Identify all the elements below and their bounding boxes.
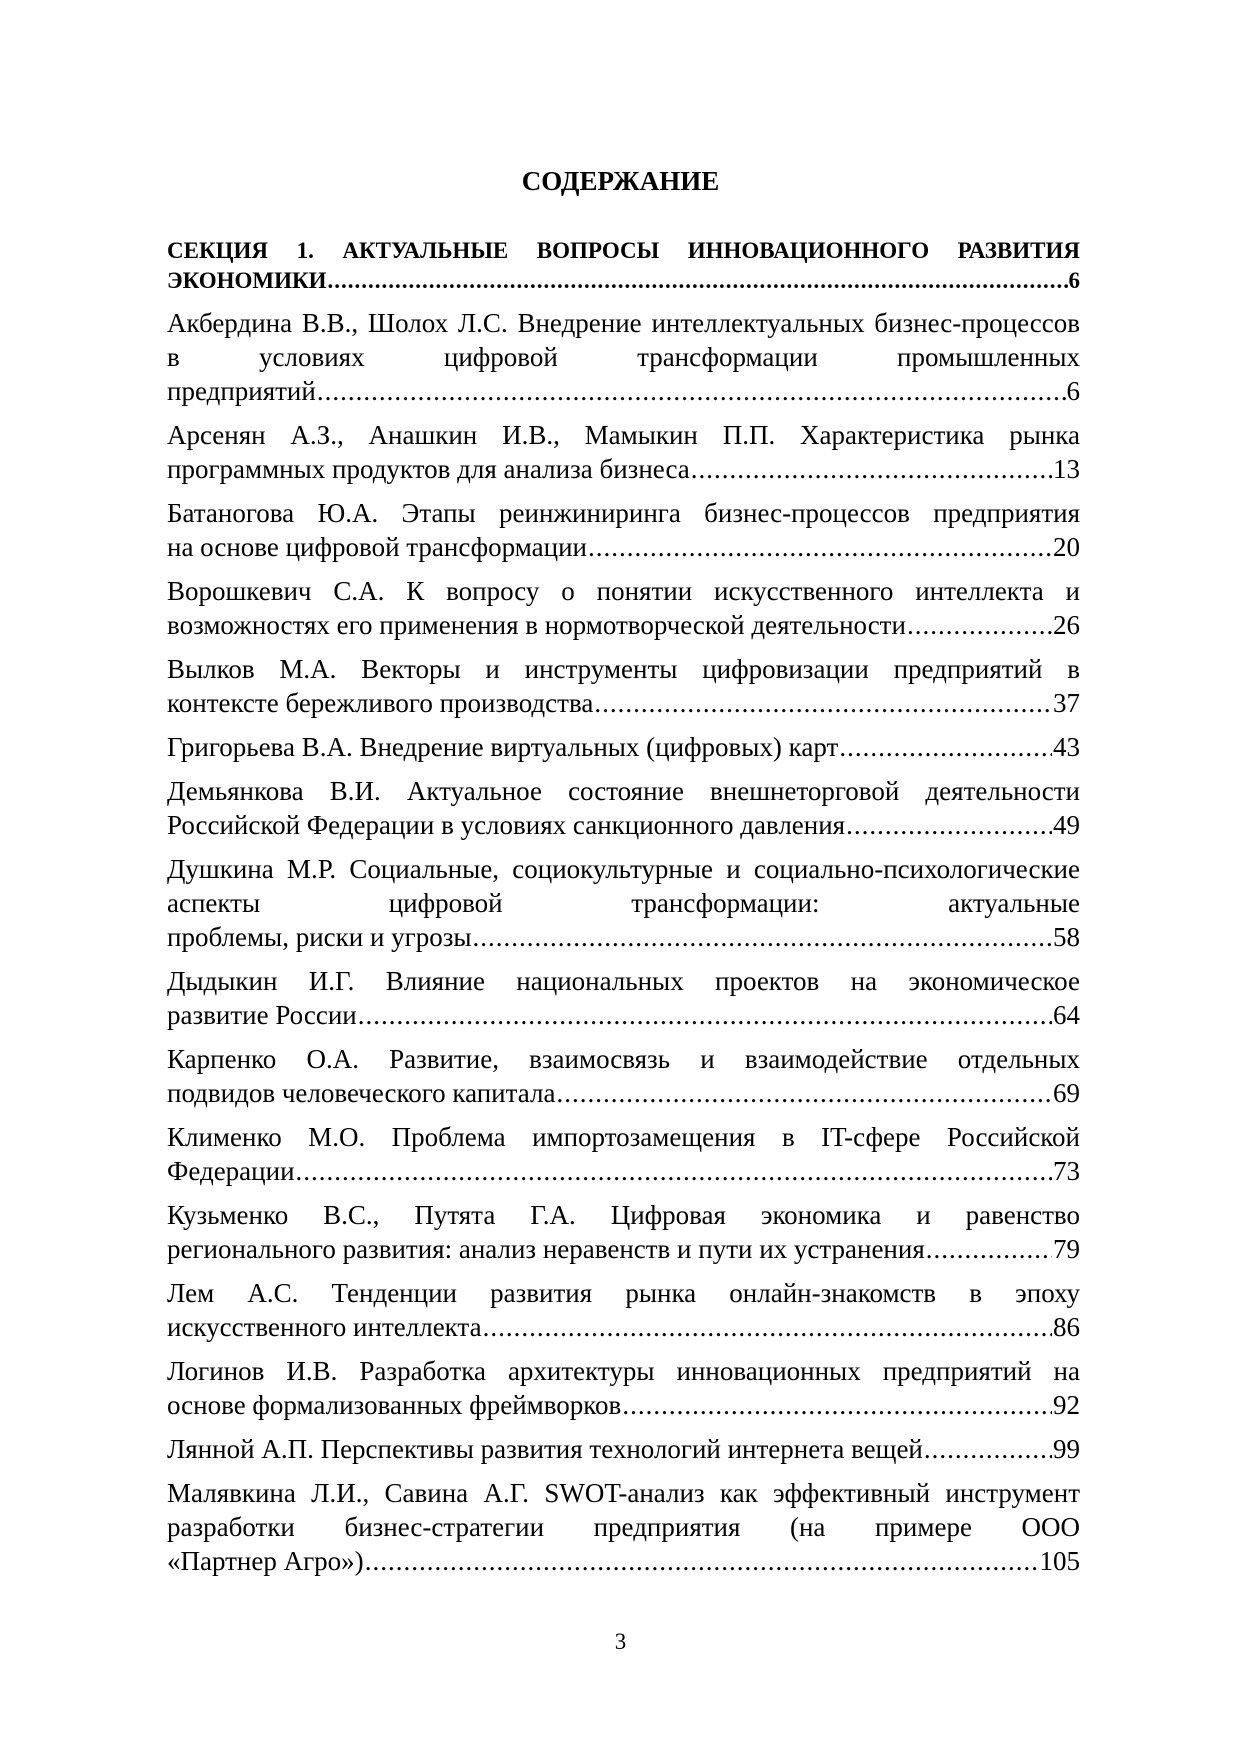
toc-entry-last-line: основе формализованных фреймворков [167,1390,622,1420]
dot-leader [846,808,1052,842]
dot-leader [556,1076,1052,1110]
page-number: 3 [614,1629,627,1654]
toc-entry[interactable] [167,1432,1080,1466]
dot-leader [839,730,1052,764]
toc-entry-text: Арсенян А.З., Анашкин И.В., Мамыкин П.П. Характеристика рынка [167,420,1080,450]
toc-entry-page-number: 58 [1053,922,1080,952]
toc-entry[interactable] [167,306,1080,408]
toc-entry[interactable] [167,730,1080,764]
dot-leader [622,1388,1052,1422]
toc-entry-text: Дыдыкин И.Г. Влияние национальных проектов на экономическое [167,966,1080,996]
toc-entry-text: Батаногова Ю.А. Этапы реинжиниринга бизнес-процессов предприятия [167,498,1080,528]
toc-entry-text: Малявкина Л.И., Савина А.Г. SWOT-анализ как эффективный инструмент разработки бизнес-стратегии предприятия (на примере ООО [167,1478,1080,1542]
toc-entry-page-number: 6 [1066,376,1080,406]
toc-entry-page-number: 99 [1053,1434,1080,1464]
toc-entry-page-number: 49 [1053,810,1080,840]
toc-entry-last-line: Федерации [167,1156,295,1186]
dot-leader [296,1154,1052,1188]
toc-entry-last-line: регионального развития: анализ неравенств и пути их устранения [167,1234,925,1264]
toc-entry-page-number: 37 [1053,688,1080,718]
dot-leader [328,266,1068,296]
toc-entry-text: Вылков М.А. Векторы и инструменты цифровизации предприятий в [167,654,1080,684]
dot-leader [594,686,1052,720]
toc-entry-page-number: 64 [1053,1000,1080,1030]
toc-entry-last-line: возможностях его применения в нормотворческой деятельности [167,610,906,640]
toc-entry-page-number: 79 [1053,1234,1080,1264]
toc-entry[interactable] [167,418,1080,486]
toc-entry-page-number: 86 [1053,1312,1080,1342]
dot-leader [924,1432,1052,1466]
dot-leader [473,920,1052,954]
toc-entries [167,306,1080,1578]
toc-entry-last-line: искусственного интеллекта [167,1312,482,1342]
dot-leader [358,998,1052,1032]
dot-leader [588,530,1052,564]
section-title-line1: СЕКЦИЯ 1. АКТУАЛЬНЫЕ ВОПРОСЫ ИННОВАЦИОННОГО РАЗВИТИЯ [167,238,1080,263]
toc-entry-last-line: Российской Федерации в условиях санкционного давления [167,810,846,840]
toc-entry-page-number: 13 [1053,454,1080,484]
toc-entry-last-line: развитие России [167,1000,357,1030]
dot-leader [483,1310,1052,1344]
toc-entry-last-line: Григорьева В.А. Внедрение виртуальных (цифровых) карт [167,732,839,762]
toc-entry-last-line: подвидов человеческого капитала [167,1078,556,1108]
toc-entry[interactable] [167,964,1080,1032]
toc-entry-text: Клименко М.О. Проблема импортозамещения в IT-сфере Российской [167,1122,1080,1152]
toc-entry[interactable] [167,574,1080,642]
toc-entry[interactable] [167,652,1080,720]
toc-entry-page-number: 43 [1053,732,1080,762]
toc-entry[interactable] [167,1042,1080,1110]
toc-entry[interactable] [167,1476,1080,1578]
toc-entry-last-line: Лянной А.П. Перспективы развития технологий интернета вещей [167,1434,923,1464]
toc-entry[interactable] [167,1198,1080,1266]
toc-entry-page-number: 73 [1053,1156,1080,1186]
toc-entry-page-number: 92 [1053,1390,1080,1420]
table-of-contents [167,236,1080,1578]
toc-entry-last-line: на основе цифровой трансформации [167,532,587,562]
section-title-line2: ЭКОНОМИКИ [167,268,327,293]
toc-entry-page-number: 20 [1053,532,1080,562]
toc-entry-last-line: «Партнер Агро») [167,1546,364,1576]
toc-entry-last-line: контексте бережливого производства [167,688,594,718]
toc-entry[interactable] [167,852,1080,954]
toc-entry-text: Логинов И.В. Разработка архитектуры инновационных предприятий на [167,1356,1080,1386]
page-title: СОДЕРЖАНИЕ [521,166,720,196]
toc-entry-text: Демьянкова В.И. Актуальное состояние внешнеторговой деятельности [167,776,1080,806]
toc-entry-text: Кузьменко В.С., Путята Г.А. Цифровая экономика и равенство [167,1200,1080,1230]
toc-entry[interactable] [167,1354,1080,1422]
dot-leader [691,452,1052,486]
toc-section-heading[interactable] [167,236,1080,296]
toc-entry-page-number: 69 [1053,1078,1080,1108]
toc-entry-text: Душкина М.Р. Социальные, социокультурные и социально-психологические аспекты цифровой трансформации: актуальные [167,854,1080,918]
toc-entry-text: Карпенко О.А. Развитие, взаимосвязь и взаимодействие отдельных [167,1044,1080,1074]
toc-entry-last-line: проблемы, риски и угрозы [167,922,472,952]
toc-entry[interactable] [167,496,1080,564]
section-page-number: 6 [1068,268,1080,293]
toc-entry-text: Акбердина В.В., Шолох Л.С. Внедрение интеллектуальных бизнес-процессов в условиях цифровой трансформации промышленных [167,308,1080,372]
toc-entry[interactable] [167,1120,1080,1188]
toc-entry-text: Ворошкевич С.А. К вопросу о понятии искусственного интеллекта и [167,576,1080,606]
dot-leader [907,608,1052,642]
toc-entry-last-line: предприятий [167,376,316,406]
dot-leader [317,374,1066,408]
dot-leader [365,1544,1039,1578]
toc-entry-page-number: 105 [1039,1546,1080,1576]
toc-entry-last-line: программных продуктов для анализа бизнеса [167,454,690,484]
toc-entry-page-number: 26 [1053,610,1080,640]
toc-entry[interactable] [167,1276,1080,1344]
dot-leader [926,1232,1052,1266]
toc-entry-text: Лем А.С. Тенденции развития рынка онлайн-знакомств в эпоху [167,1278,1080,1308]
toc-entry[interactable] [167,774,1080,842]
